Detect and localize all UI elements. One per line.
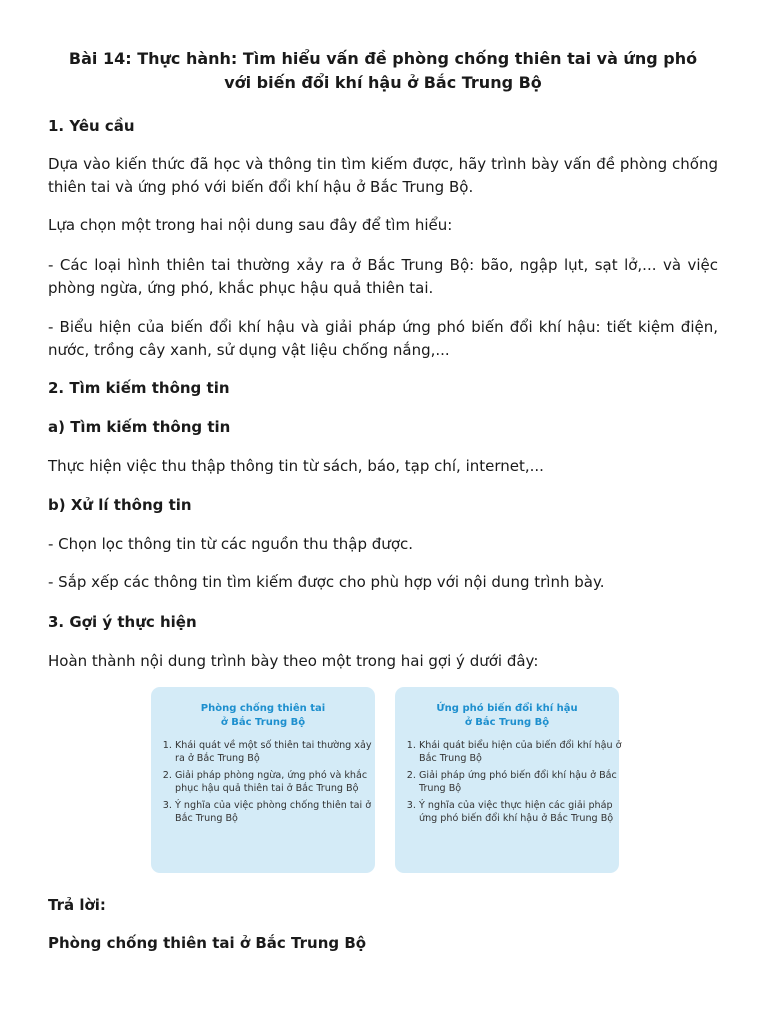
suggestion-box-climate-title: [395, 702, 619, 730]
section2-sub-b-text2: - Sắp xếp các thông tin tìm kiếm được cho phù hợp với nội dung trình bày.: [48, 573, 605, 591]
answer-heading: Phòng chống thiên tai ở Bắc Trung Bộ: [48, 934, 367, 952]
list-item: 1. Khái quát về một số thiên tai thường xảy ra ở Bắc Trung Bộ: [175, 739, 380, 765]
suggestion-box-disaster-title: [151, 702, 375, 730]
list-item: 2. Giải pháp ứng phó biến đổi khí hậu ở Bắc Trung Bộ: [419, 769, 624, 795]
suggestion-box-climate-title-line1: Ứng phó biến đổi khí hậu: [436, 703, 578, 714]
answer-label: Trả lời:: [48, 896, 106, 914]
section2-sub-a-heading: a) Tìm kiếm thông tin: [48, 418, 231, 436]
suggestion-box-disaster-list: [161, 739, 380, 829]
section1-paragraph1: Dựa vào kiến thức đã học và thông tin tìm kiếm được, hãy trình bày vấn đề phòng chống thiên tai và ứng phó với biến đổi khí hậu ở Bắc Trung Bộ.: [48, 155, 718, 196]
list-item: 1. Khái quát biểu hiện của biến đổi khí hậu ở Bắc Trung Bộ: [419, 739, 624, 765]
section2-sub-b-text1: - Chọn lọc thông tin từ các nguồn thu thập được.: [48, 535, 414, 553]
suggestion-box-disaster-title-line2: ở Bắc Trung Bộ: [220, 717, 306, 728]
section2-sub-b-heading: b) Xử lí thông tin: [48, 496, 192, 514]
suggestion-box-climate: [395, 687, 622, 873]
section1-paragraph2: Lựa chọn một trong hai nội dung sau đây để tìm hiểu:: [48, 216, 453, 234]
suggestion-box-disaster-title-line1: Phòng chống thiên tai: [200, 703, 326, 714]
page-title: [48, 47, 718, 95]
page-title-line1: Bài 14: Thực hành: Tìm hiểu vấn đề phòng chống thiên tai và ứng phó: [68, 49, 698, 68]
section1-bullet2: - Biểu hiện của biến đổi khí hậu và giải pháp ứng phó biến đổi khí hậu: tiết kiệm điện, nước, trồng cây xanh, sử dụng vật liệu chống nắng,...: [48, 318, 718, 359]
suggestion-box-disaster: [151, 687, 375, 873]
section2-sub-a-text: Thực hiện việc thu thập thông tin từ sách, báo, tạp chí, internet,...: [48, 457, 544, 475]
suggestion-box-climate-title-line2: ở Bắc Trung Bộ: [464, 717, 550, 728]
suggestion-box-climate-list: [405, 739, 624, 829]
list-item: 2. Giải pháp phòng ngừa, ứng phó và khắc phục hậu quả thiên tai ở Bắc Trung Bộ: [175, 769, 380, 795]
list-item: 3. Ý nghĩa của việc thực hiện các giải pháp ứng phó biến đổi khí hậu ở Bắc Trung Bộ: [419, 799, 624, 825]
section2-heading: 2. Tìm kiếm thông tin: [48, 379, 230, 397]
section3-heading: 3. Gợi ý thực hiện: [48, 613, 197, 631]
section1-bullet1: - Các loại hình thiên tai thường xảy ra ở Bắc Trung Bộ: bão, ngập lụt, sạt lở,... và việc phòng ngừa, ứng phó, khắc phục hậu quả thiên tai.: [48, 256, 718, 297]
section1-heading: 1. Yêu cầu: [48, 117, 135, 135]
list-item: 3. Ý nghĩa của việc phòng chống thiên tai ở Bắc Trung Bộ: [175, 799, 380, 825]
section3-intro: Hoàn thành nội dung trình bày theo một trong hai gợi ý dưới đây:: [48, 652, 539, 670]
page-title-line2: với biến đổi khí hậu ở Bắc Trung Bộ: [224, 73, 542, 92]
